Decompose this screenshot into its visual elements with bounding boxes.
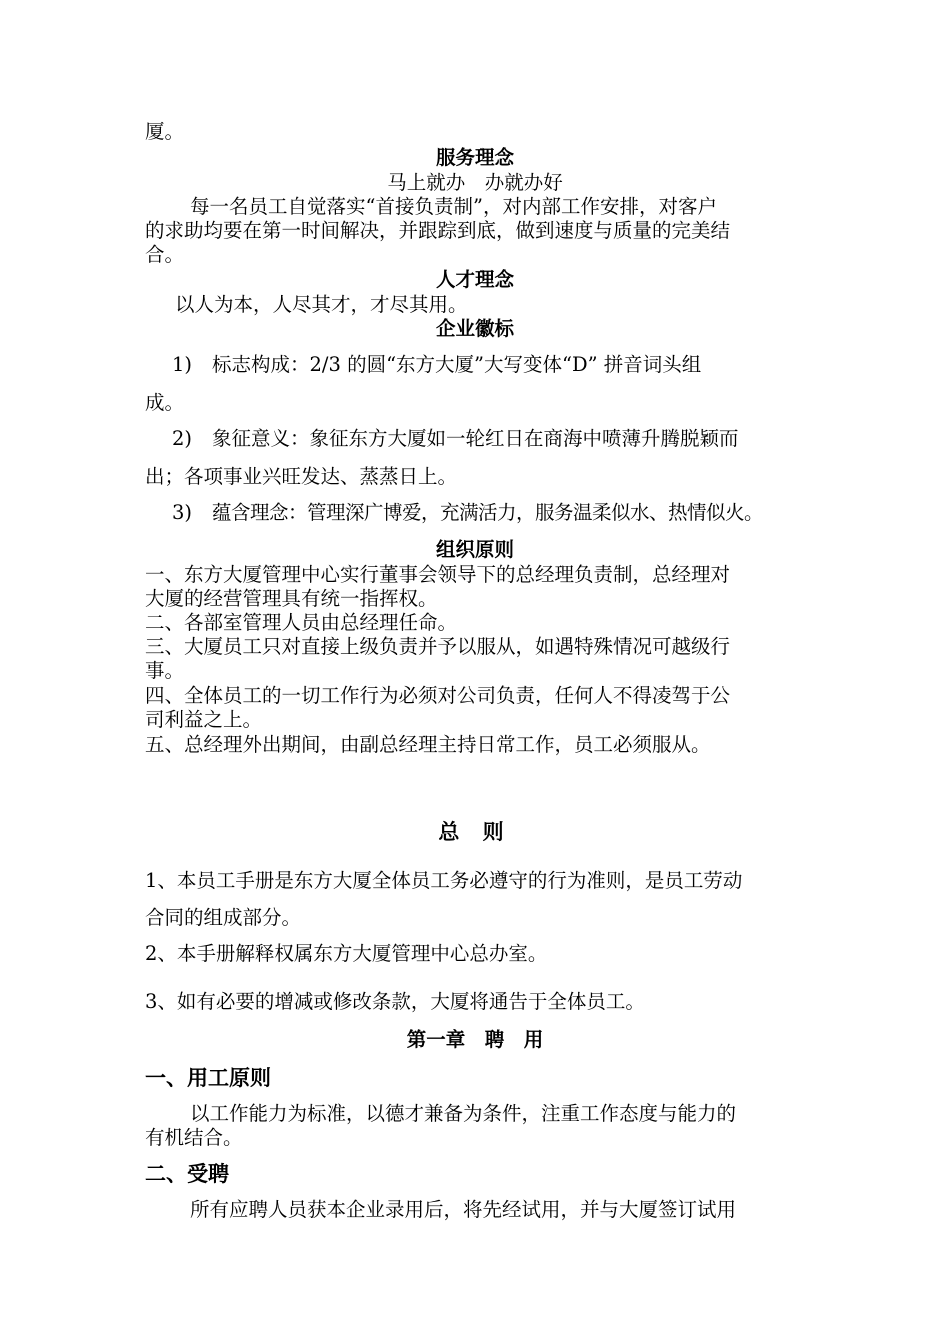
chapter-heading: 第一章 聘 用 <box>406 1028 544 1051</box>
general-heading: 总 则 <box>438 819 512 844</box>
service-heading: 服务理念 <box>435 146 514 169</box>
organization-line: 三、大厦员工只对直接上级负责并予以服从，如遇特殊情况可越级行 <box>145 635 731 658</box>
organization-line: 大厦的经营管理具有统一指挥权。 <box>145 587 438 610</box>
section-line: 有机结合。 <box>145 1126 243 1149</box>
section-line: 以工作能力为标准，以德才兼备为条件，注重工作态度与能力的 <box>190 1102 737 1125</box>
logo-heading: 企业徽标 <box>435 317 514 340</box>
service-line: 合。 <box>145 243 185 266</box>
service-line: 的求助均要在第一时间解决，并跟踪到底，做到速度与质量的完美结 <box>145 219 731 242</box>
organization-line: 事。 <box>145 659 185 682</box>
talent-heading: 人才理念 <box>435 268 514 291</box>
organization-line: 五、总经理外出期间，由副总经理主持日常工作，员工必须服从。 <box>145 733 711 756</box>
general-item: 2、本手册解释权属东方大厦管理中心总办室。 <box>145 942 548 965</box>
section-heading: 二、受聘 <box>145 1162 229 1186</box>
organization-line: 二、各部室管理人员由总经理任命。 <box>145 611 458 634</box>
logo-item-number: 3) <box>172 501 193 524</box>
service-line: 每一名员工自觉落实“首接负责制”，对内部工作安排，对客户 <box>190 195 717 218</box>
logo-item-number: 2) <box>172 427 193 450</box>
organization-line: 一、东方大厦管理中心实行董事会领导下的总经理负责制，总经理对 <box>145 563 731 586</box>
logo-item-text: 出；各项事业兴旺发达、蒸蒸日上。 <box>145 465 458 488</box>
organization-heading: 组织原则 <box>435 538 514 561</box>
continuation-text: 厦。 <box>145 120 185 143</box>
general-item: 合同的组成部分。 <box>145 906 302 929</box>
logo-item-text: 蕴含理念：管理深广博爱，充满活力，服务温柔似水、热情似火。 <box>212 501 764 524</box>
logo-item-number: 1) <box>172 353 193 376</box>
general-item: 1、本员工手册是东方大厦全体员工务必遵守的行为准则，是员工劳动 <box>145 869 743 892</box>
section-heading: 一、用工原则 <box>145 1066 271 1090</box>
organization-line: 四、全体员工的一切工作行为必须对公司负责，任何人不得凌驾于公 <box>145 684 731 707</box>
talent-text: 以人为本，人尽其才，才尽其用。 <box>175 293 468 316</box>
section-line: 所有应聘人员获本企业录用后，将先经试用，并与大厦签订试用 <box>190 1198 737 1221</box>
service-slogan: 马上就办 办就办好 <box>387 171 563 194</box>
general-item: 3、如有必要的增减或修改条款，大厦将通告于全体员工。 <box>145 990 645 1013</box>
organization-line: 司利益之上。 <box>145 708 263 731</box>
logo-item-text: 成。 <box>145 391 185 414</box>
logo-item-text: 象征意义：象征东方大厦如一轮红日在商海中喷薄升腾脱颖而 <box>212 427 739 450</box>
logo-item-text: 标志构成：2/3 的圆“东方大厦”大写变体“D” 拼音词头组 <box>212 353 702 376</box>
